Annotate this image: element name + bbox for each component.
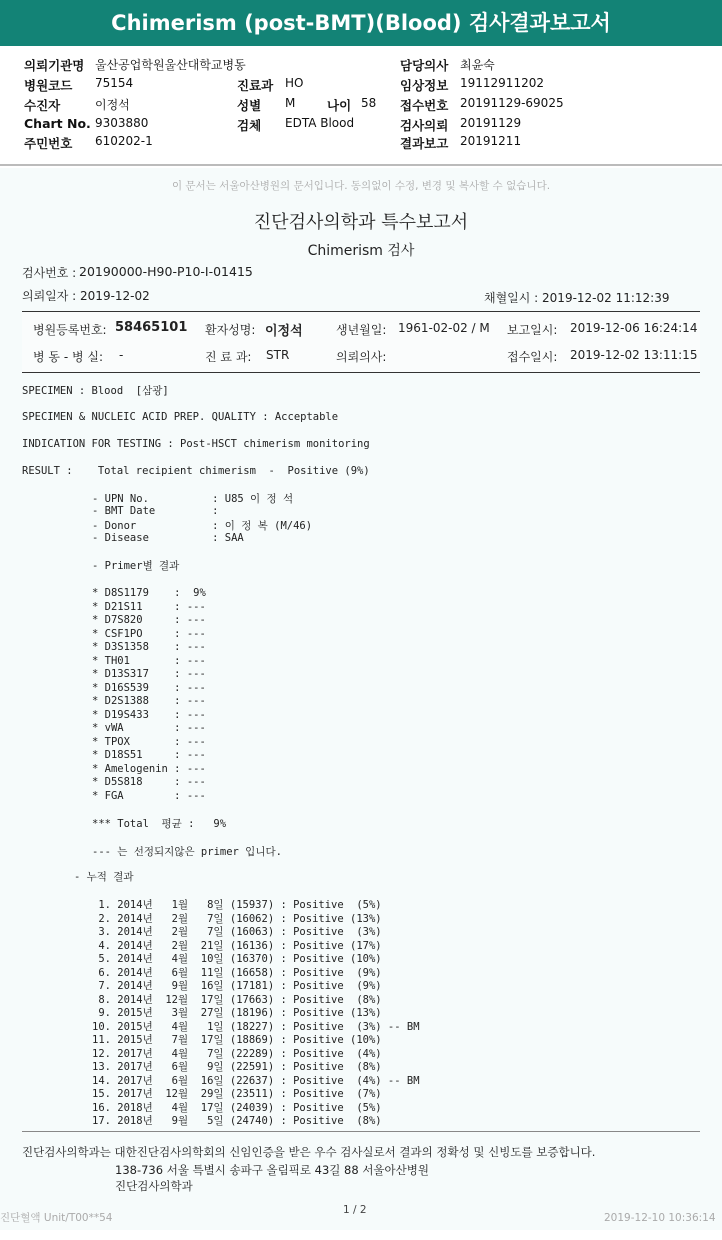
- cumulative-result: 16. 2018년 4월 17일 (24039) : Positive (5%): [92, 1101, 382, 1114]
- primer-result: * D16S539 : ---: [92, 681, 206, 694]
- specimen-value: EDTA Blood: [285, 116, 355, 130]
- indication-line: INDICATION FOR TESTING : Post-HSCT chimerism monitoring: [22, 438, 370, 450]
- cumulative-result: 1. 2014년 1월 8일 (15937) : Positive (5%): [92, 899, 382, 911]
- document-page: [0, 168, 722, 1230]
- receipt-label: 접수번호: [400, 98, 449, 113]
- reg-no-value: 58465101: [115, 320, 188, 335]
- department-name: 진단검사의학과: [115, 1179, 193, 1193]
- total-average: *** Total 평균 : 9%: [92, 818, 227, 830]
- print-time: 2019-12-10 10:36:14: [604, 1212, 716, 1224]
- age-value: 58: [361, 96, 377, 110]
- report-date-value: 20191211: [460, 134, 522, 148]
- chart-no-value: 9303880: [95, 116, 149, 130]
- request-value: 20191129: [460, 116, 522, 130]
- resident-no-value: 610202-1: [95, 134, 153, 148]
- report-title: Chimerism (post-BMT)(Blood) 검사결과보고서: [0, 0, 722, 46]
- exam-no-label: 검사번호 :: [22, 266, 77, 280]
- dob-value: 1961-02-02 / M: [398, 321, 490, 335]
- cumulative-result: 10. 2015년 4월 1일 (18227) : Positive (3%) -- BM: [92, 1020, 420, 1033]
- quality-line: SPECIMEN & NUCLEIC ACID PREP. QUALITY : Acceptable: [22, 411, 339, 423]
- dob-label: 생년월일:: [336, 323, 387, 337]
- patient-label: 수진자: [24, 98, 61, 113]
- copyright-notice: 이 문서는 서울아산병원의 문서입니다. 동의없이 수정, 변경 및 복사할 수 없습니다.: [171, 180, 551, 192]
- exam-no-value: 20190000-H90-P10-I-01415: [79, 264, 253, 279]
- ward-label: 병 동 - 병 실:: [33, 350, 103, 364]
- cumulative-result: 13. 2017년 6월 9일 (22591) : Positive (8%): [92, 1061, 382, 1073]
- box-dept-value: STR: [266, 348, 290, 362]
- hospital-code-label: 병원코드: [24, 78, 73, 93]
- cumulative-result: 17. 2018년 9월 5일 (24740) : Positive (8%): [92, 1115, 382, 1127]
- primer-result: * D2S1388 : ---: [92, 695, 206, 707]
- cumulative-heading: - 누적 결과: [74, 871, 134, 883]
- cumulative-result: 5. 2014년 4월 10일 (16370) : Positive (10%): [92, 953, 382, 965]
- resident-no-label: 주민번호: [24, 136, 73, 151]
- primer-result: * D21S11 : ---: [92, 600, 206, 613]
- receipt-time-value: 2019-12-02 13:11:15: [570, 348, 698, 362]
- collection-date: 채혈일시 : 2019-12-02 11:12:39: [484, 291, 670, 305]
- cumulative-result: 4. 2014년 2월 21일 (16136) : Positive (17%): [92, 939, 382, 952]
- primer-result: * D19S433 : ---: [92, 708, 206, 721]
- report-header: [0, 46, 722, 166]
- primer-result: * D18S51 : ---: [92, 749, 206, 761]
- detail-line: - BMT Date :: [92, 504, 219, 517]
- sex-value: M: [285, 96, 296, 110]
- primer-note: --- 는 선정되지않은 primer 입니다.: [92, 846, 282, 858]
- clinical-value: 19112911202: [460, 76, 544, 90]
- patient-name-label: 환자성명:: [205, 323, 256, 337]
- referring-doctor-label: 의뢰의사:: [336, 350, 387, 364]
- chart-no-label: Chart No.: [24, 116, 91, 131]
- cumulative-result: 2. 2014년 2월 7일 (16062) : Positive (13%): [92, 912, 382, 925]
- primer-result: * TH01 : ---: [92, 654, 206, 667]
- report-time-label: 보고일시:: [507, 323, 558, 337]
- doctor-value: 최윤숙: [460, 58, 495, 72]
- primer-result: * D13S317 : ---: [92, 668, 206, 680]
- patient-value: 이정석: [95, 98, 130, 112]
- primer-result: * D3S1358 : ---: [92, 641, 206, 653]
- box-dept-label: 진 료 과:: [205, 350, 252, 364]
- document-subtitle: Chimerism 검사: [307, 243, 415, 259]
- document-title: 진단검사의학과 특수보고서: [253, 212, 469, 233]
- cumulative-result: 11. 2015년 7월 17일 (18869) : Positive (10%): [92, 1034, 382, 1046]
- hospital-address: 138-736 서울 특별시 송파구 올림픽로 43길 88 서울아산병원: [115, 1163, 429, 1177]
- hospital-code-value: 75154: [95, 76, 134, 90]
- primer-result: * FGA : ---: [92, 789, 206, 802]
- patient-name-value: 이정석: [265, 324, 303, 339]
- doctor-label: 담당의사: [400, 58, 449, 73]
- primer-result: * Amelogenin : ---: [92, 762, 206, 775]
- reg-no-label: 병원등록번호:: [33, 323, 107, 337]
- primer-result: * D5S818 : ---: [92, 776, 206, 788]
- clinical-label: 임상정보: [400, 78, 449, 93]
- primer-result: * CSF1PO : ---: [92, 627, 206, 640]
- cumulative-result: 8. 2014년 12월 17일 (17663) : Positive (8%): [92, 993, 382, 1006]
- specimen-line: SPECIMEN : Blood [삼광]: [22, 385, 169, 397]
- receipt-time-label: 접수일시:: [507, 350, 558, 364]
- ward-value: -: [119, 348, 124, 362]
- unit-code: 진단혈액 Unit/T00**54: [0, 1212, 113, 1224]
- receipt-value: 20191129-69025: [460, 96, 564, 110]
- cumulative-result: 6. 2014년 6월 11일 (16658) : Positive (9%): [92, 966, 382, 979]
- primer-result: * TPOX : ---: [92, 735, 206, 748]
- cumulative-result: 9. 2015년 3월 27일 (18196) : Positive (13%): [92, 1007, 382, 1019]
- request-date: 의뢰일자 : 2019-12-02: [22, 289, 150, 303]
- accreditation-statement: 진단검사의학과는 대한진단검사의학회의 신임인증을 받은 우수 검사실로서 결과의 정확성 및 신빙도를 보증합니다.: [22, 1145, 596, 1159]
- report-date-label: 결과보고: [400, 136, 449, 151]
- primer-result: * D7S820 : ---: [92, 614, 206, 626]
- specimen-label: 검체: [237, 118, 262, 133]
- detail-line: - UPN No. : U85 이 정 석: [92, 493, 294, 505]
- page-number: 1 / 2: [343, 1204, 367, 1216]
- detail-line: - Donor : 이 정 복 (M/46): [92, 520, 313, 532]
- cumulative-result: 12. 2017년 4월 7일 (22289) : Positive (4%): [92, 1047, 382, 1060]
- institution-label: 의뢰기관명: [24, 58, 85, 73]
- cumulative-result: 15. 2017년 12월 29일 (23511) : Positive (7%): [92, 1088, 382, 1100]
- age-label: 나이: [327, 98, 352, 113]
- patient-info-box: [22, 311, 700, 373]
- result-line: RESULT : Total recipient chimerism - Positive (9%): [22, 465, 370, 477]
- primer-result: * D8S1179 : 9%: [92, 587, 206, 599]
- request-label: 검사의뢰: [400, 118, 449, 133]
- primer-result: * vWA : ---: [92, 722, 206, 734]
- cumulative-result: 14. 2017년 6월 16일 (22637) : Positive (4%) -- BM: [92, 1074, 420, 1087]
- header-divider: [0, 164, 722, 166]
- cumulative-result: 3. 2014년 2월 7일 (16063) : Positive (3%): [92, 926, 382, 938]
- sex-label: 성별: [237, 98, 262, 113]
- detail-line: - Disease : SAA: [92, 531, 244, 544]
- institution-value: 울산공업학원울산대학교병동: [95, 58, 246, 72]
- cumulative-result: 7. 2014년 9월 16일 (17181) : Positive (9%): [92, 980, 382, 992]
- dept-label: 진료과: [237, 78, 274, 93]
- footer-divider: [22, 1131, 700, 1132]
- primer-heading: - Primer별 결과: [92, 560, 180, 572]
- report-time-value: 2019-12-06 16:24:14: [570, 321, 698, 335]
- dept-value: HO: [285, 76, 304, 90]
